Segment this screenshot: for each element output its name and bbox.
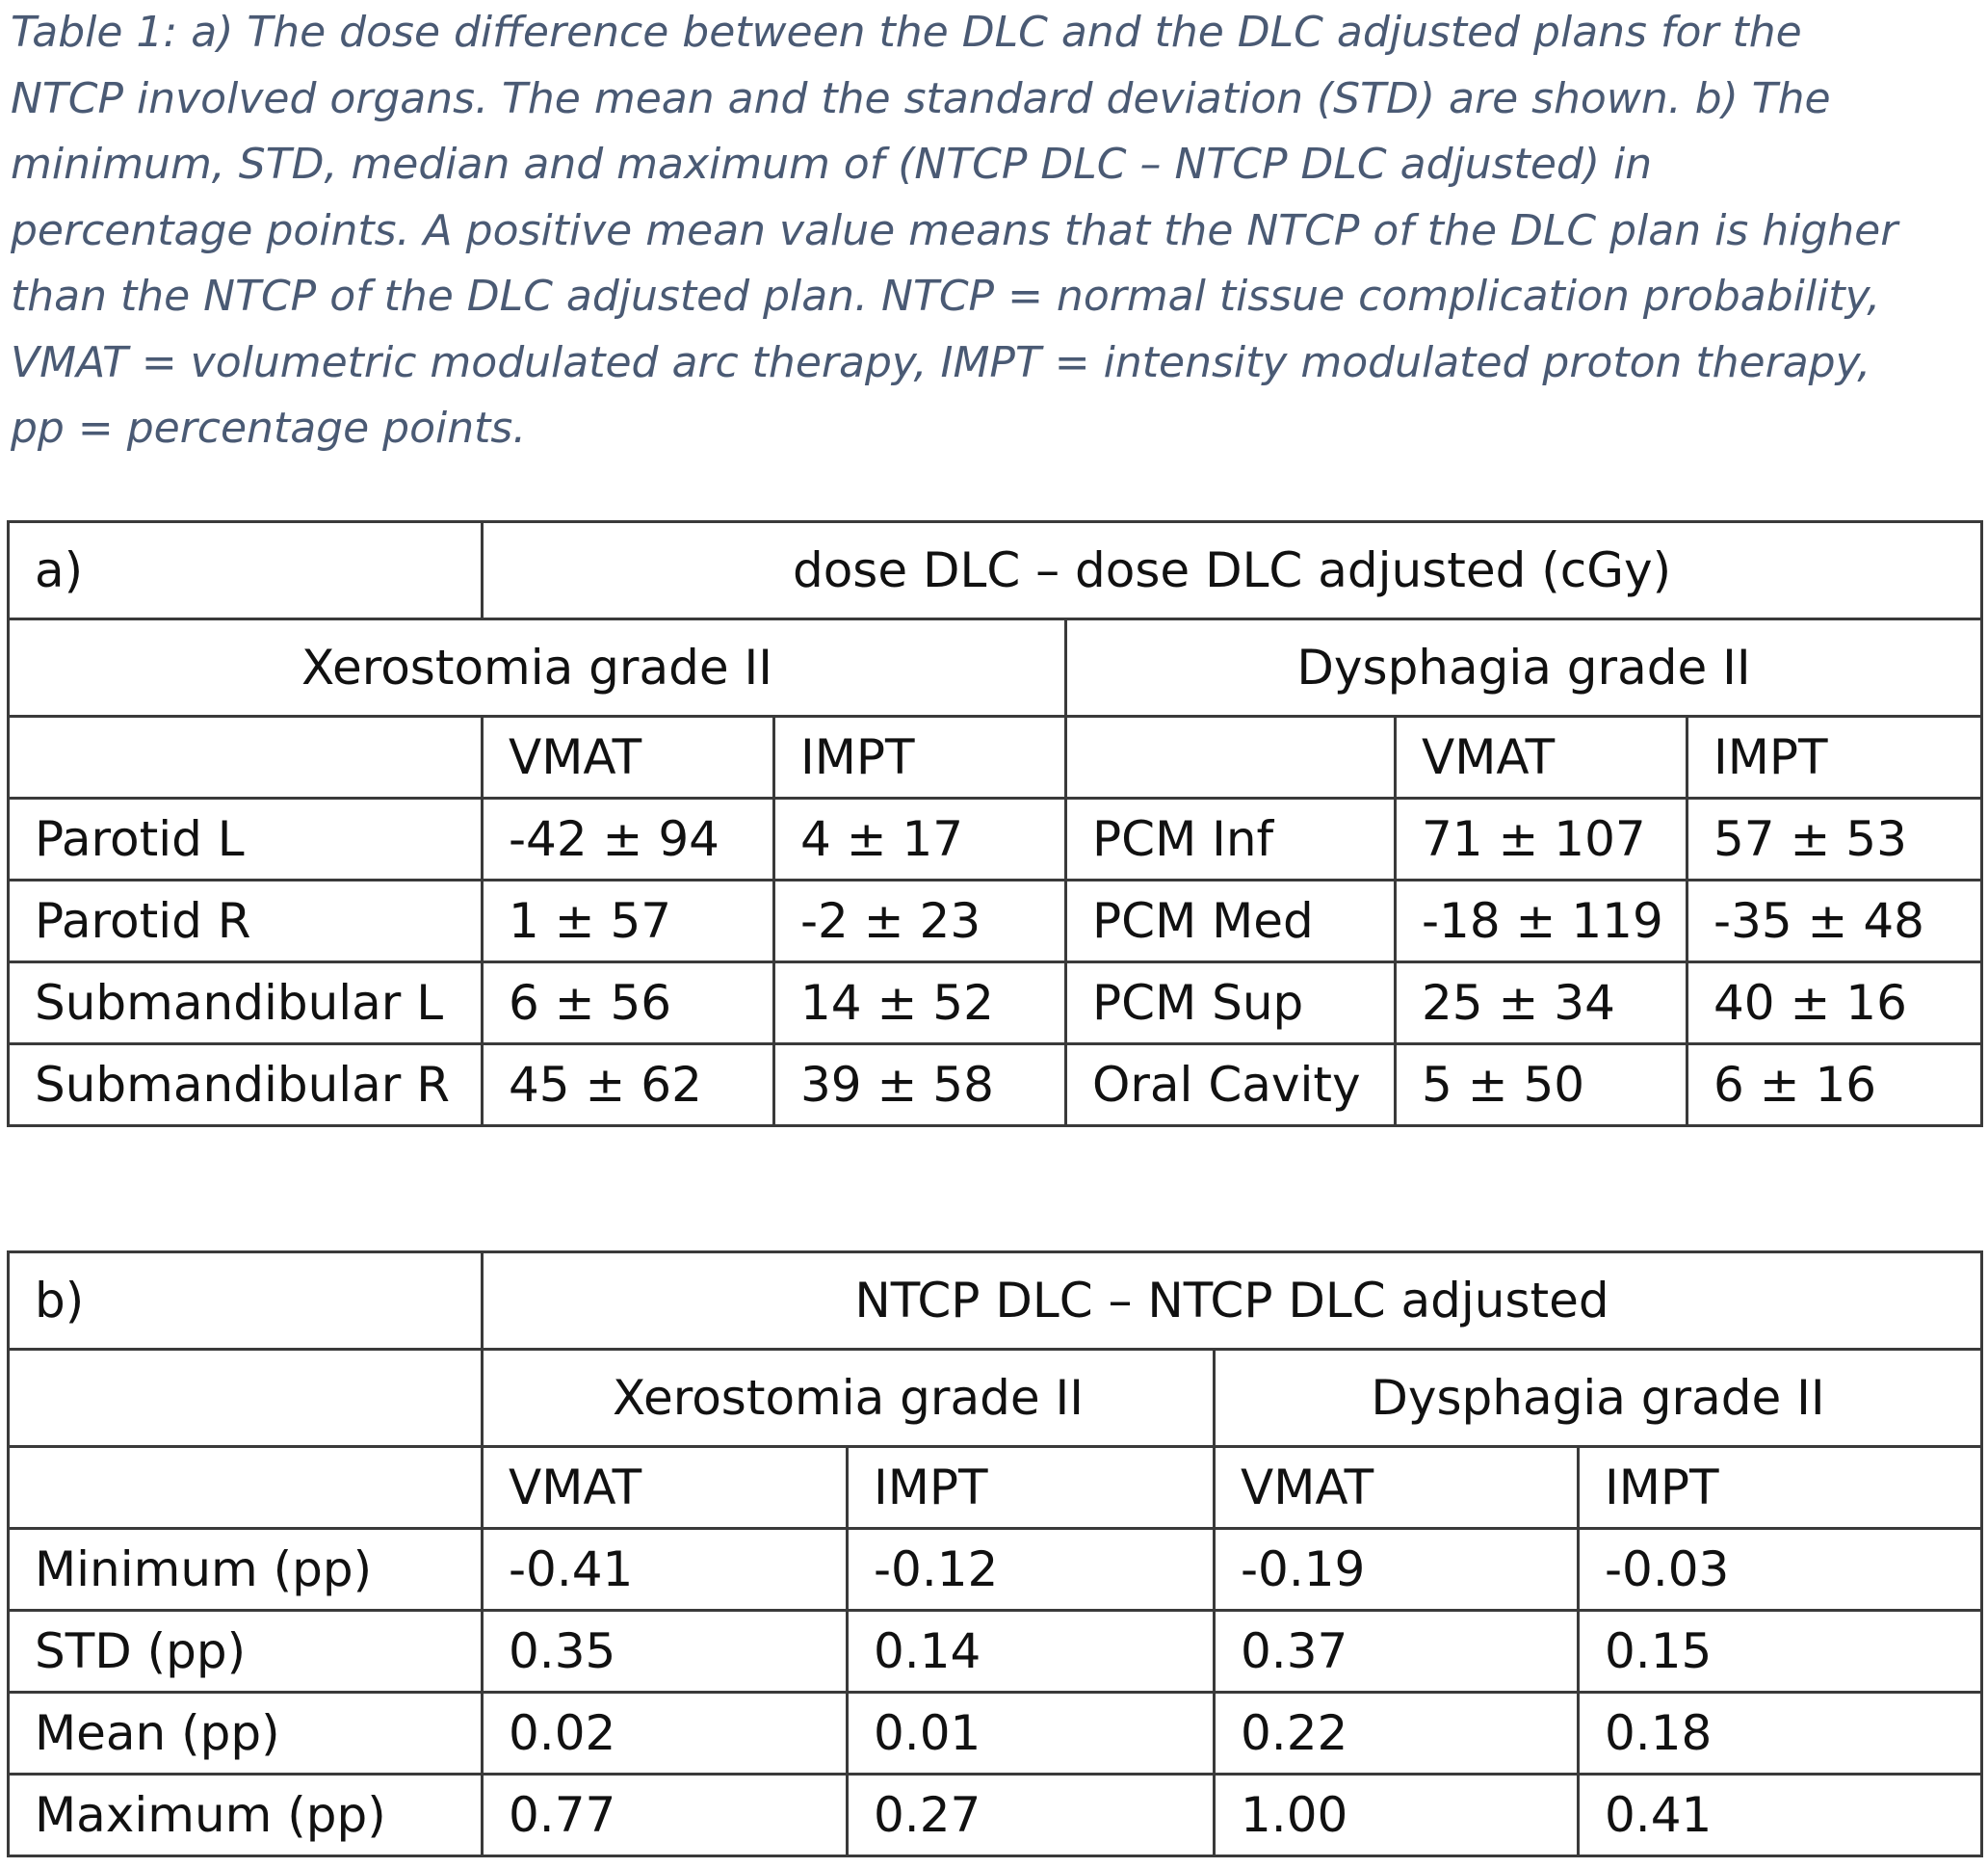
value-cell: 0.02: [483, 1693, 848, 1775]
value-cell: 0.22: [1215, 1693, 1579, 1775]
value-cell: 0.01: [848, 1693, 1215, 1775]
value-cell: 45 ± 62: [483, 1044, 774, 1126]
value-cell: 0.27: [848, 1775, 1215, 1856]
caption-line: Table 1: a) The dose difference between the DLC and the DLC adjusted plans for the: [11, 8, 1802, 57]
table-a-group-row: [9, 619, 1982, 717]
organ-name: Parotid L: [9, 799, 483, 881]
organ-name: PCM Inf: [1066, 799, 1396, 881]
value-cell: 0.41: [1579, 1775, 1982, 1856]
value-cell: 6 ± 56: [483, 962, 774, 1044]
caption-line: pp = percentage points.: [11, 404, 527, 453]
value-cell: 5 ± 50: [1396, 1044, 1687, 1126]
empty-cell: [9, 1350, 483, 1447]
col-impt: IMPT: [774, 717, 1066, 799]
empty-cell: [1066, 717, 1396, 799]
dose-difference-table: [7, 520, 1983, 1127]
value-cell: 0.15: [1579, 1611, 1982, 1693]
group-dysphagia: Dysphagia grade II: [1215, 1350, 1982, 1447]
value-cell: 1.00: [1215, 1775, 1579, 1856]
stat-name: Minimum (pp): [9, 1529, 483, 1611]
value-cell: 25 ± 34: [1396, 962, 1687, 1044]
caption-line: than the NTCP of the DLC adjusted plan. NTCP = normal tissue complication probability,: [11, 272, 1881, 321]
empty-cell: [9, 717, 483, 799]
table-row: [9, 1775, 1982, 1856]
value-cell: 0.18: [1579, 1693, 1982, 1775]
value-cell: 0.37: [1215, 1611, 1579, 1693]
caption-line: minimum, STD, median and maximum of (NTCP DLC – NTCP DLC adjusted) in: [11, 140, 1653, 189]
value-cell: -18 ± 119: [1396, 881, 1687, 962]
table-b-label: b): [9, 1252, 483, 1350]
group-xerostomia: Xerostomia grade II: [483, 1350, 1215, 1447]
col-vmat: VMAT: [1396, 717, 1687, 799]
organ-name: Submandibular R: [9, 1044, 483, 1126]
value-cell: -0.41: [483, 1529, 848, 1611]
value-cell: 4 ± 17: [774, 799, 1066, 881]
col-impt: IMPT: [848, 1447, 1215, 1529]
value-cell: 14 ± 52: [774, 962, 1066, 1044]
stat-name: Mean (pp): [9, 1693, 483, 1775]
table-b-title-row: [9, 1252, 1982, 1350]
table-row: [9, 1529, 1982, 1611]
value-cell: -0.03: [1579, 1529, 1982, 1611]
value-cell: -0.19: [1215, 1529, 1579, 1611]
value-cell: 0.14: [848, 1611, 1215, 1693]
table-caption: [11, 0, 1975, 462]
stat-name: STD (pp): [9, 1611, 483, 1693]
table-a-label: a): [9, 522, 483, 619]
caption-line: percentage points. A positive mean value means that the NTCP of the DLC plan is higher: [11, 205, 1898, 255]
table-a-title-row: [9, 522, 1982, 619]
value-cell: 6 ± 16: [1687, 1044, 1982, 1126]
table-row: [9, 1611, 1982, 1693]
ntcp-difference-table: [7, 1250, 1983, 1857]
table-a-column-row: [9, 717, 1982, 799]
table-row: [9, 881, 1982, 962]
group-xerostomia: Xerostomia grade II: [9, 619, 1066, 717]
group-dysphagia: Dysphagia grade II: [1066, 619, 1982, 717]
value-cell: 0.77: [483, 1775, 848, 1856]
table-b-header: NTCP DLC – NTCP DLC adjusted: [483, 1252, 1982, 1350]
table-b-group-row: [9, 1350, 1982, 1447]
value-cell: -2 ± 23: [774, 881, 1066, 962]
value-cell: 57 ± 53: [1687, 799, 1982, 881]
table-b-column-row: [9, 1447, 1982, 1529]
value-cell: -35 ± 48: [1687, 881, 1982, 962]
organ-name: Submandibular L: [9, 962, 483, 1044]
table-row: [9, 962, 1982, 1044]
stat-name: Maximum (pp): [9, 1775, 483, 1856]
col-vmat: VMAT: [483, 717, 774, 799]
value-cell: -0.12: [848, 1529, 1215, 1611]
caption-line: NTCP involved organs. The mean and the standard deviation (STD) are shown. b) The: [11, 73, 1831, 123]
value-cell: 71 ± 107: [1396, 799, 1687, 881]
value-cell: 39 ± 58: [774, 1044, 1066, 1126]
table-a-header: dose DLC – dose DLC adjusted (cGy): [483, 522, 1982, 619]
value-cell: 0.35: [483, 1611, 848, 1693]
organ-name: PCM Sup: [1066, 962, 1396, 1044]
caption-line: VMAT = volumetric modulated arc therapy, IMPT = intensity modulated proton therapy,: [11, 337, 1871, 387]
value-cell: 40 ± 16: [1687, 962, 1982, 1044]
empty-cell: [9, 1447, 483, 1529]
col-vmat: VMAT: [1215, 1447, 1579, 1529]
value-cell: -42 ± 94: [483, 799, 774, 881]
table-row: [9, 799, 1982, 881]
organ-name: PCM Med: [1066, 881, 1396, 962]
table-row: [9, 1044, 1982, 1126]
organ-name: Parotid R: [9, 881, 483, 962]
col-vmat: VMAT: [483, 1447, 848, 1529]
col-impt: IMPT: [1687, 717, 1982, 799]
table-row: [9, 1693, 1982, 1775]
organ-name: Oral Cavity: [1066, 1044, 1396, 1126]
col-impt: IMPT: [1579, 1447, 1982, 1529]
value-cell: 1 ± 57: [483, 881, 774, 962]
